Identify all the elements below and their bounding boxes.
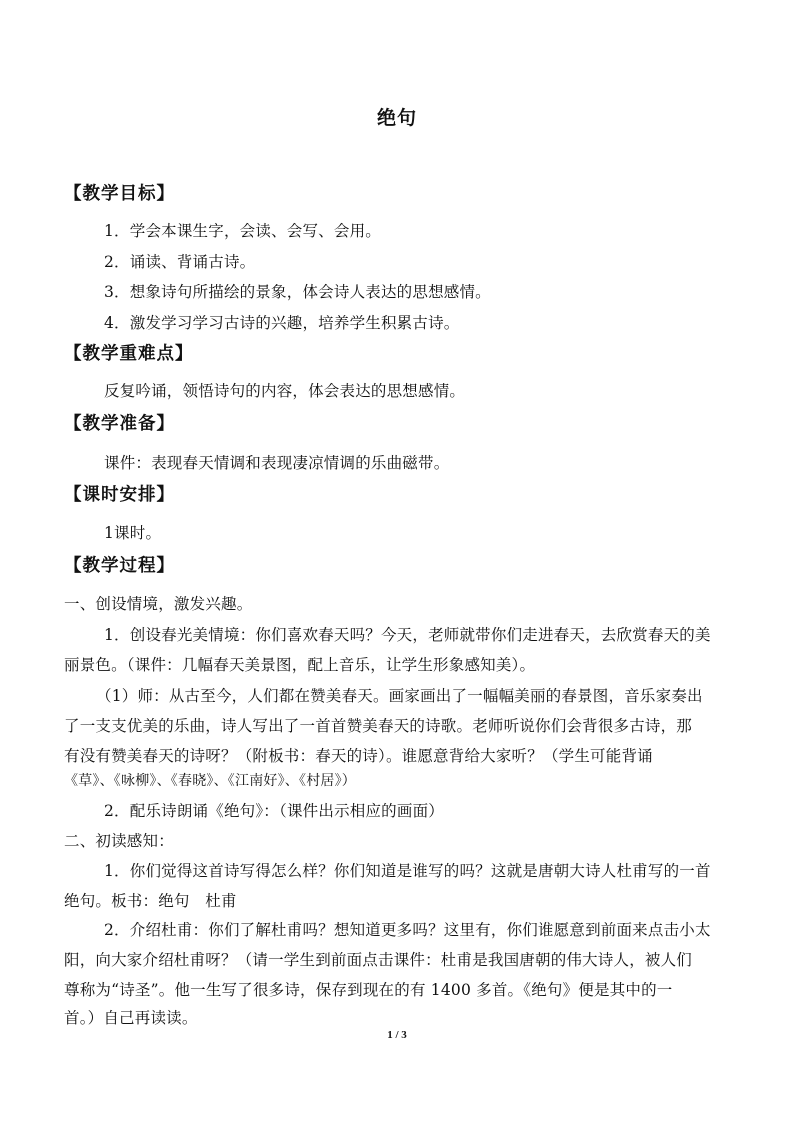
page-number: 1 / 3	[387, 1029, 407, 1041]
process-p5-line4: 首。）自己再读读。	[64, 1009, 198, 1027]
goal-item-4: 4．激发学习学习古诗的兴趣，培养学生积累古诗。	[104, 314, 460, 332]
goal-item-1: 1．学会本课生字，会读、会写、会用。	[104, 222, 381, 240]
section-heading-process: 【教学过程】	[64, 556, 175, 576]
section-heading-key-points: 【教学重难点】	[64, 344, 194, 364]
goal-item-2: 2．诵读、背诵古诗。	[104, 253, 256, 271]
process-p1-line2: 丽景色。（课件：几幅春天美景图，配上音乐，让学生形象感知美）。	[64, 656, 536, 674]
section-heading-goals: 【教学目标】	[64, 184, 175, 204]
page-title: 绝句	[376, 107, 417, 129]
process-p2-line1: （1）师：从古至今，人们都在赞美春天。画家画出了一幅幅美丽的春景图，音乐家奏出	[96, 687, 703, 705]
key-points-text: 反复吟诵，领悟诗句的内容，体会表达的思想感情。	[104, 382, 466, 400]
process-p2-line2: 了一支支优美的乐曲，诗人写出了一首首赞美春天的诗歌。老师听说你们会背很多古诗，那	[64, 717, 693, 735]
section-heading-preparation: 【教学准备】	[64, 414, 175, 434]
process-p4-line2: 绝句。板书：绝句 杜甫	[64, 892, 237, 910]
process-p4-line1: 1．你们觉得这首诗写得怎么样？你们知道是谁写的吗？这就是唐朝大诗人杜甫写的一首	[104, 862, 711, 880]
process-part2-title: 二、初读感知：	[64, 832, 174, 850]
process-p5-line2: 阳，向大家介绍杜甫呀？（请一学生到前面点击课件：杜甫是我国唐朝的伟大诗人，被人们	[64, 951, 693, 969]
goal-item-3: 3．想象诗句所描绘的景象，体会诗人表达的思想感情。	[104, 283, 491, 301]
process-p2-line4: 《草》、《咏柳》、《春晓》、《江南好》、《村居》）	[64, 773, 356, 789]
process-p2-line3: 有没有赞美春天的诗呀？（附板书：春天的诗）。谁愿意背给大家听？（学生可能背诵	[64, 747, 653, 765]
schedule-text: 1课时。	[104, 524, 162, 542]
process-p1-line1: 1．创设春光美情境：你们喜欢春天吗？今天，老师就带你们走进春天，去欣赏春天的美	[104, 626, 711, 644]
process-p3: 2．配乐诗朗诵《绝句》：（课件出示相应的画面）	[104, 802, 444, 820]
preparation-text: 课件：表现春天情调和表现凄凉情调的乐曲磁带。	[104, 454, 450, 472]
process-p5-line1: 2．介绍杜甫：你们了解杜甫吗？想知道更多吗？这里有，你们谁愿意到前面来点击小太	[104, 921, 711, 939]
process-p5-line3: 尊称为“诗圣”。他一生写了很多诗，保存到现在的有 1400 多首。《绝句》便是其中的一	[64, 981, 673, 999]
section-heading-schedule: 【课时安排】	[64, 485, 175, 505]
process-part1-title: 一、创设情境，激发兴趣。	[64, 595, 253, 613]
